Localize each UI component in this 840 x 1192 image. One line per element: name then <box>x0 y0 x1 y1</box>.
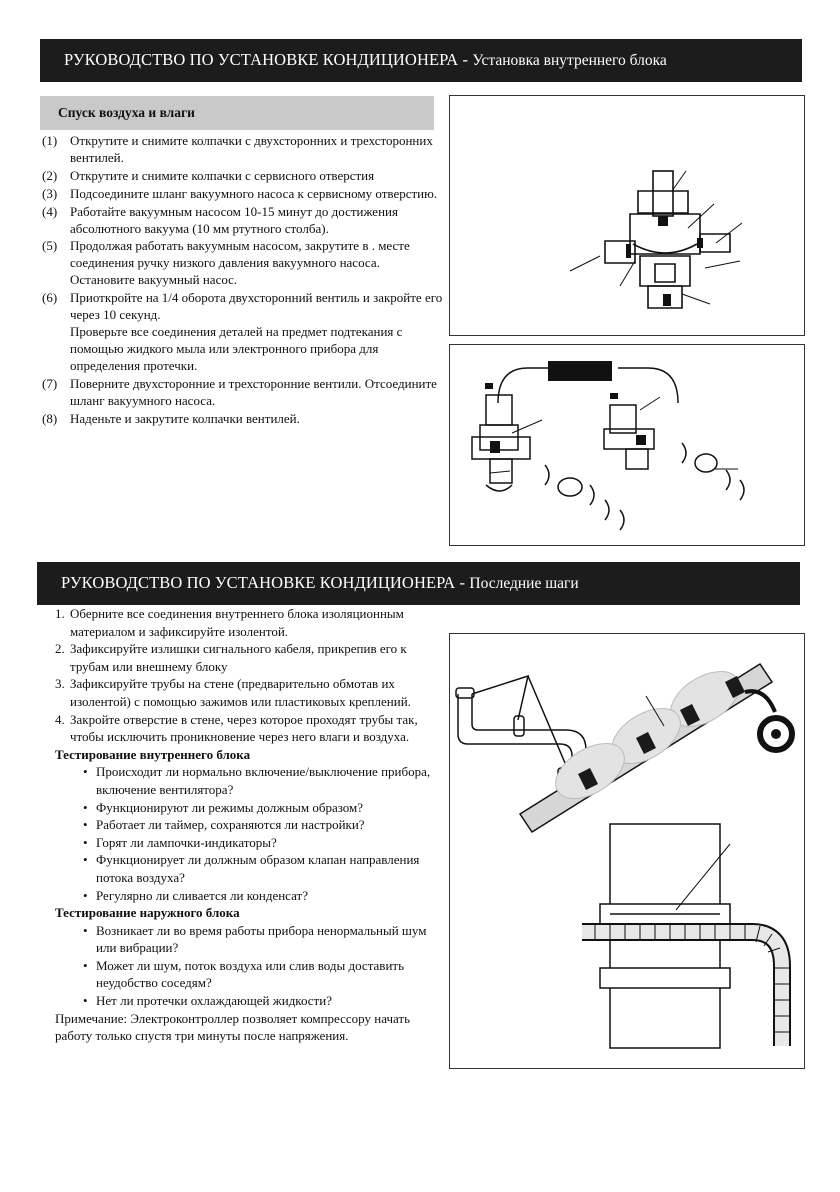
gauge-and-valves-illustration <box>450 345 804 545</box>
indoor-test-heading: Тестирование внутреннего блока <box>55 746 251 762</box>
step-item: 3. Зафиксируйте трубы на стене (предварительно обмотав их изолентой) с помощью зажимов или пластиковых креплений. <box>55 676 411 709</box>
step-item: (3) Подсоедините шланг вакуумного насоса к сервисному отверстию. <box>42 185 438 201</box>
check-item: • Нет ли протечки охлаждающей жидкости? <box>83 992 445 1010</box>
step-item: (1) Открутите и снимите колпачки с двухсторонних и трехсторонних вентилей. <box>42 133 433 165</box>
controller-note: Примечание: Электроконтроллер позволяет компрессору начать работу только спустя три минуты после напряжения. <box>55 1010 411 1044</box>
final-steps-list <box>55 605 445 746</box>
banner-title: РУКОВОДСТВО ПО УСТАНОВКЕ КОНДИЦИОНЕРА - <box>64 50 473 69</box>
gauge-valve-diagram <box>449 344 805 546</box>
pipe-wrapping-diagram <box>449 633 805 1069</box>
final-steps-section <box>55 605 445 1045</box>
check-item: • Функционирует ли должным образом клапан направления потока воздуха? <box>83 851 445 886</box>
check-item: • Происходит ли нормально включение/выключение прибора, включение вентилятора? <box>83 763 445 798</box>
step-item: 1. Оберните все соединения внутреннего блока изоляционным материалом и зафиксируйте изолентой. <box>55 606 404 639</box>
banner-title: РУКОВОДСТВО ПО УСТАНОВКЕ КОНДИЦИОНЕРА - <box>61 573 470 592</box>
outdoor-test-list <box>55 922 445 1010</box>
check-item: • Регулярно ли сливается ли конденсат? <box>83 887 445 905</box>
valve-cross-section-illustration <box>450 96 804 335</box>
step-item: (5) Продолжая работать вакуумным насосом, закрутите в . месте соединения ручку низкого давления вакуумного насоса. Остановите вакуумный насос. <box>42 238 410 288</box>
step-item: (8) Наденьте и закрутите колпачки вентилей. <box>42 410 300 426</box>
step-item: (4) Работайте вакуумным насосом 10-15 минут до достижения абсолютного вакуума (10 мм ртутного столба). <box>42 203 398 236</box>
air-purge-heading: Спуск воздуха и влаги <box>40 96 434 130</box>
banner-subtitle: Установка внутреннего блока <box>472 52 667 69</box>
valve-diagram <box>449 95 805 336</box>
outdoor-test-heading: Тестирование наружного блока <box>55 905 240 921</box>
step-item: (6) Приоткройте на 1/4 оборота двухсторонний вентиль и закройте его через 10 секунд. Проверьте все соединения деталей на предмет подтекания с помощью жидкого мыла или электронного прибора для определения протечки. <box>42 290 443 373</box>
step-item: (2) Открутите и снимите колпачки с сервисного отверстия <box>42 167 375 183</box>
check-item: • Работает ли таймер, сохраняются ли настройки? <box>83 816 445 834</box>
pipe-tape-wall-illustration <box>450 634 804 1068</box>
check-item: • Возникает ли во время работы прибора ненормальный шум или вибрации? <box>83 922 445 957</box>
gauge-block <box>548 361 612 381</box>
check-item: • Горят ли лампочки-индикаторы? <box>83 834 445 852</box>
check-item: • Функционируют ли режимы должным образом? <box>83 799 445 817</box>
indoor-test-list <box>55 763 445 904</box>
step-item: 4. Закройте отверстие в стене, через которое проходят трубы так, чтобы исключить проникновение через него влаги и воздуха. <box>55 711 418 745</box>
check-item: • Может ли шум, поток воздуха или слив воды доставить неудобство соседям? <box>83 957 445 992</box>
banner-subtitle: Последние шаги <box>469 575 579 592</box>
step-item: 2. Зафиксируйте излишки сигнального кабеля, прикрепив его к трубам или внешнему блоку <box>55 641 407 674</box>
air-purge-steps <box>40 133 445 428</box>
step-extra: Проверьте все соединения деталей на предмет подтекания с помощью жидкого мыла или электронного прибора для определения протечки. <box>70 323 403 373</box>
section-banner-final <box>37 562 800 605</box>
section-banner-installation <box>40 39 802 82</box>
step-item: (7) Поверните двухсторонние и трехсторонние вентили. Отсоедините шланг вакуумного насоса. <box>42 375 437 408</box>
